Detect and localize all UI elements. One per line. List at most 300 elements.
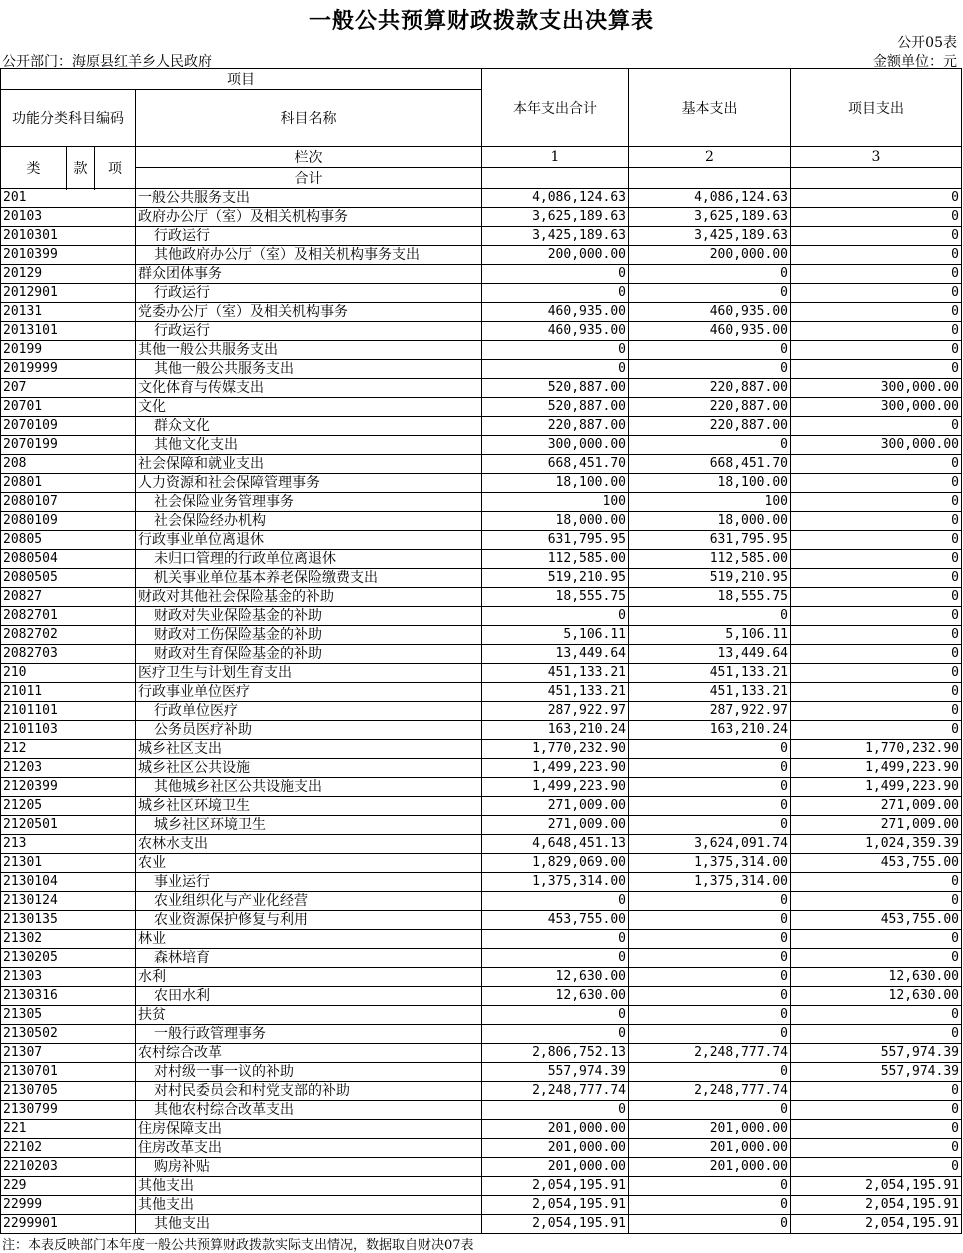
row-name: 城乡社区环境卫生 <box>136 797 482 816</box>
row-project: 0 <box>791 1101 962 1120</box>
row-project: 0 <box>791 645 962 664</box>
table-row <box>1 930 962 949</box>
row-name: 住房保障支出 <box>136 1120 482 1139</box>
row-project: 0 <box>791 588 962 607</box>
row-total: 2,806,752.13 <box>482 1044 629 1063</box>
row-name: 农林水支出 <box>136 835 482 854</box>
row-name: 农田水利 <box>136 987 482 1006</box>
row-name: 文化 <box>136 398 482 417</box>
row-code: 21305 <box>1 1006 136 1025</box>
row-code: 20801 <box>1 474 136 493</box>
table-row <box>1 208 962 227</box>
row-project: 0 <box>791 664 962 683</box>
row-project: 12,630.00 <box>791 987 962 1006</box>
row-basic: 201,000.00 <box>629 1120 791 1139</box>
header-col1: 1 <box>482 147 629 168</box>
row-project: 0 <box>791 721 962 740</box>
header-code: 功能分类科目编码 <box>1 90 136 147</box>
row-project: 0 <box>791 474 962 493</box>
row-name: 城乡社区支出 <box>136 740 482 759</box>
table-row <box>1 664 962 683</box>
row-code: 2101103 <box>1 721 136 740</box>
header-basic: 基本支出 <box>629 69 791 147</box>
row-name: 一般行政管理事务 <box>136 1025 482 1044</box>
row-project: 0 <box>791 892 962 911</box>
row-total: 0 <box>482 284 629 303</box>
row-code: 2130205 <box>1 949 136 968</box>
row-basic: 3,625,189.63 <box>629 208 791 227</box>
row-basic: 3,425,189.63 <box>629 227 791 246</box>
table-row <box>1 683 962 702</box>
row-project: 0 <box>791 208 962 227</box>
row-project: 0 <box>791 626 962 645</box>
row-code: 2082701 <box>1 607 136 626</box>
row-project: 557,974.39 <box>791 1044 962 1063</box>
row-total: 0 <box>482 1101 629 1120</box>
row-name: 党委办公厅（室）及相关机构事务 <box>136 303 482 322</box>
table-body <box>1 189 962 1234</box>
row-total: 1,499,223.90 <box>482 778 629 797</box>
row-basic: 451,133.21 <box>629 664 791 683</box>
row-basic: 631,795.95 <box>629 531 791 550</box>
row-total: 520,887.00 <box>482 398 629 417</box>
header-kuan: 款 <box>67 147 95 189</box>
row-name: 行政运行 <box>136 284 482 303</box>
header-total: 本年支出合计 <box>482 69 629 147</box>
row-code: 207 <box>1 379 136 398</box>
row-code: 2130124 <box>1 892 136 911</box>
row-project: 0 <box>791 417 962 436</box>
row-basic: 4,086,124.63 <box>629 189 791 208</box>
row-code: 2130502 <box>1 1025 136 1044</box>
table-row <box>1 987 962 1006</box>
row-total: 557,974.39 <box>482 1063 629 1082</box>
row-basic: 0 <box>629 436 791 455</box>
row-basic: 0 <box>629 968 791 987</box>
row-basic: 100 <box>629 493 791 512</box>
heji-basic <box>629 168 791 189</box>
table-row <box>1 1196 962 1215</box>
row-total: 1,770,232.90 <box>482 740 629 759</box>
row-name: 其他支出 <box>136 1215 482 1234</box>
row-project: 2,054,195.91 <box>791 1177 962 1196</box>
row-basic: 451,133.21 <box>629 683 791 702</box>
row-name: 人力资源和社会保障管理事务 <box>136 474 482 493</box>
row-total: 287,922.97 <box>482 702 629 721</box>
table-row <box>1 379 962 398</box>
heji-project <box>791 168 962 189</box>
row-project: 0 <box>791 1139 962 1158</box>
row-total: 2,248,777.74 <box>482 1082 629 1101</box>
table-row <box>1 816 962 835</box>
row-name: 其他支出 <box>136 1177 482 1196</box>
row-project: 0 <box>791 246 962 265</box>
table-row <box>1 949 962 968</box>
row-total: 201,000.00 <box>482 1120 629 1139</box>
row-project: 0 <box>791 360 962 379</box>
row-basic: 0 <box>629 892 791 911</box>
row-code: 2080109 <box>1 512 136 531</box>
row-basic: 18,100.00 <box>629 474 791 493</box>
row-total: 5,106.11 <box>482 626 629 645</box>
row-basic: 18,000.00 <box>629 512 791 531</box>
row-code: 2012901 <box>1 284 136 303</box>
table-row <box>1 493 962 512</box>
row-name: 住房改革支出 <box>136 1139 482 1158</box>
row-total: 1,499,223.90 <box>482 759 629 778</box>
row-total: 3,625,189.63 <box>482 208 629 227</box>
row-basic: 668,451.70 <box>629 455 791 474</box>
row-code: 21011 <box>1 683 136 702</box>
row-project: 0 <box>791 493 962 512</box>
row-basic: 0 <box>629 1196 791 1215</box>
table-row <box>1 911 962 930</box>
table-row <box>1 512 962 531</box>
table-row <box>1 569 962 588</box>
row-name: 行政单位医疗 <box>136 702 482 721</box>
row-project: 0 <box>791 1025 962 1044</box>
row-basic: 0 <box>629 778 791 797</box>
row-basic: 287,922.97 <box>629 702 791 721</box>
row-total: 453,755.00 <box>482 911 629 930</box>
row-code: 221 <box>1 1120 136 1139</box>
row-name: 公务员医疗补助 <box>136 721 482 740</box>
row-code: 212 <box>1 740 136 759</box>
row-name: 购房补贴 <box>136 1158 482 1177</box>
row-name: 群众文化 <box>136 417 482 436</box>
row-project: 0 <box>791 265 962 284</box>
row-basic: 18,555.75 <box>629 588 791 607</box>
row-basic: 0 <box>629 265 791 284</box>
row-code: 2070109 <box>1 417 136 436</box>
table-row <box>1 322 962 341</box>
row-code: 21301 <box>1 854 136 873</box>
table-row <box>1 740 962 759</box>
table-header <box>1 69 962 189</box>
row-total: 300,000.00 <box>482 436 629 455</box>
page-title: 一般公共预算财政拨款支出决算表 <box>308 8 654 34</box>
table-row <box>1 721 962 740</box>
row-project: 0 <box>791 550 962 569</box>
row-total: 18,100.00 <box>482 474 629 493</box>
row-code: 229 <box>1 1177 136 1196</box>
row-name: 行政运行 <box>136 322 482 341</box>
table-row <box>1 645 962 664</box>
row-name: 未归口管理的行政单位离退休 <box>136 550 482 569</box>
row-code: 20805 <box>1 531 136 550</box>
row-name: 其他文化支出 <box>136 436 482 455</box>
row-code: 2070199 <box>1 436 136 455</box>
table-row <box>1 436 962 455</box>
row-basic: 0 <box>629 816 791 835</box>
row-total: 18,555.75 <box>482 588 629 607</box>
row-name: 行政事业单位医疗 <box>136 683 482 702</box>
row-total: 163,210.24 <box>482 721 629 740</box>
row-code: 2080107 <box>1 493 136 512</box>
table-row <box>1 1177 962 1196</box>
row-code: 2120399 <box>1 778 136 797</box>
row-code: 21205 <box>1 797 136 816</box>
row-basic: 0 <box>629 949 791 968</box>
row-code: 2010399 <box>1 246 136 265</box>
table-row <box>1 531 962 550</box>
row-total: 668,451.70 <box>482 455 629 474</box>
row-total: 460,935.00 <box>482 322 629 341</box>
row-name: 其他农村综合改革支出 <box>136 1101 482 1120</box>
row-project: 300,000.00 <box>791 436 962 455</box>
row-basic: 2,248,777.74 <box>629 1082 791 1101</box>
row-code: 2019999 <box>1 360 136 379</box>
row-basic: 112,585.00 <box>629 550 791 569</box>
row-total: 631,795.95 <box>482 531 629 550</box>
table-row <box>1 550 962 569</box>
row-code: 2130799 <box>1 1101 136 1120</box>
row-total: 2,054,195.91 <box>482 1196 629 1215</box>
row-name: 财政对其他社会保险基金的补助 <box>136 588 482 607</box>
row-code: 210 <box>1 664 136 683</box>
row-code: 2080505 <box>1 569 136 588</box>
row-name: 机关事业单位基本养老保险缴费支出 <box>136 569 482 588</box>
row-name: 行政事业单位离退休 <box>136 531 482 550</box>
row-code: 2082702 <box>1 626 136 645</box>
row-basic: 220,887.00 <box>629 379 791 398</box>
row-total: 100 <box>482 493 629 512</box>
row-project: 0 <box>791 455 962 474</box>
table-row <box>1 797 962 816</box>
table-row <box>1 854 962 873</box>
header-project: 项目支出 <box>791 69 962 147</box>
row-project: 1,499,223.90 <box>791 759 962 778</box>
row-basic: 201,000.00 <box>629 1158 791 1177</box>
row-code: 20199 <box>1 341 136 360</box>
row-name: 城乡社区环境卫生 <box>136 816 482 835</box>
row-project: 0 <box>791 930 962 949</box>
row-code: 201 <box>1 189 136 208</box>
form-number: 公开05表 <box>897 35 957 51</box>
row-name: 其他一般公共服务支出 <box>136 360 482 379</box>
row-name: 社会保险业务管理事务 <box>136 493 482 512</box>
row-total: 271,009.00 <box>482 816 629 835</box>
row-total: 13,449.64 <box>482 645 629 664</box>
row-name: 水利 <box>136 968 482 987</box>
row-total: 520,887.00 <box>482 379 629 398</box>
row-project: 1,024,359.39 <box>791 835 962 854</box>
row-code: 2010301 <box>1 227 136 246</box>
row-name: 农村综合改革 <box>136 1044 482 1063</box>
row-project: 12,630.00 <box>791 968 962 987</box>
row-name: 其他支出 <box>136 1196 482 1215</box>
row-name: 文化体育与传媒支出 <box>136 379 482 398</box>
header-lanci: 栏次 <box>136 147 482 168</box>
table-row <box>1 1215 962 1234</box>
row-code: 20827 <box>1 588 136 607</box>
row-name: 行政运行 <box>136 227 482 246</box>
row-basic: 201,000.00 <box>629 1139 791 1158</box>
row-basic: 2,248,777.74 <box>629 1044 791 1063</box>
row-code: 2130705 <box>1 1082 136 1101</box>
row-basic: 200,000.00 <box>629 246 791 265</box>
row-basic: 519,210.95 <box>629 569 791 588</box>
row-code: 20131 <box>1 303 136 322</box>
row-project: 0 <box>791 189 962 208</box>
row-code: 2101101 <box>1 702 136 721</box>
row-code: 213 <box>1 835 136 854</box>
row-basic: 1,375,314.00 <box>629 873 791 892</box>
row-total: 0 <box>482 341 629 360</box>
row-name: 林业 <box>136 930 482 949</box>
row-project: 1,770,232.90 <box>791 740 962 759</box>
row-name: 其他城乡社区公共设施支出 <box>136 778 482 797</box>
row-name: 对村民委员会和村党支部的补助 <box>136 1082 482 1101</box>
row-project: 0 <box>791 512 962 531</box>
row-name: 政府办公厅（室）及相关机构事务 <box>136 208 482 227</box>
row-basic: 0 <box>629 1063 791 1082</box>
row-basic: 0 <box>629 740 791 759</box>
row-code: 21302 <box>1 930 136 949</box>
heji-total <box>482 168 629 189</box>
row-basic: 1,375,314.00 <box>629 854 791 873</box>
row-total: 2,054,195.91 <box>482 1177 629 1196</box>
row-basic: 220,887.00 <box>629 398 791 417</box>
row-project: 2,054,195.91 <box>791 1215 962 1234</box>
row-code: 2210203 <box>1 1158 136 1177</box>
row-code: 2130316 <box>1 987 136 1006</box>
row-project: 0 <box>791 341 962 360</box>
row-name: 社会保险经办机构 <box>136 512 482 531</box>
header-item: 项目 <box>1 69 482 90</box>
table-row <box>1 1120 962 1139</box>
row-name: 群众团体事务 <box>136 265 482 284</box>
row-total: 18,000.00 <box>482 512 629 531</box>
row-project: 0 <box>791 284 962 303</box>
table-row <box>1 398 962 417</box>
row-basic: 163,210.24 <box>629 721 791 740</box>
row-total: 201,000.00 <box>482 1158 629 1177</box>
row-project: 0 <box>791 303 962 322</box>
row-basic: 460,935.00 <box>629 303 791 322</box>
row-total: 201,000.00 <box>482 1139 629 1158</box>
row-project: 0 <box>791 1082 962 1101</box>
row-total: 0 <box>482 892 629 911</box>
row-project: 2,054,195.91 <box>791 1196 962 1215</box>
table-row <box>1 474 962 493</box>
row-total: 451,133.21 <box>482 664 629 683</box>
row-name: 城乡社区公共设施 <box>136 759 482 778</box>
table-row <box>1 702 962 721</box>
row-basic: 0 <box>629 1101 791 1120</box>
row-total: 1,829,069.00 <box>482 854 629 873</box>
row-total: 12,630.00 <box>482 968 629 987</box>
row-total: 0 <box>482 265 629 284</box>
row-total: 200,000.00 <box>482 246 629 265</box>
row-project: 300,000.00 <box>791 379 962 398</box>
row-project: 0 <box>791 607 962 626</box>
row-code: 2082703 <box>1 645 136 664</box>
row-name: 其他政府办公厅（室）及相关机构事务支出 <box>136 246 482 265</box>
row-total: 0 <box>482 360 629 379</box>
row-basic: 0 <box>629 1215 791 1234</box>
table-row <box>1 417 962 436</box>
row-name: 扶贫 <box>136 1006 482 1025</box>
row-code: 208 <box>1 455 136 474</box>
row-project: 271,009.00 <box>791 816 962 835</box>
row-project: 0 <box>791 1158 962 1177</box>
row-project: 300,000.00 <box>791 398 962 417</box>
row-basic: 0 <box>629 1006 791 1025</box>
row-project: 453,755.00 <box>791 911 962 930</box>
row-code: 2080504 <box>1 550 136 569</box>
row-total: 12,630.00 <box>482 987 629 1006</box>
header-lei: 类 <box>1 147 67 189</box>
table-row <box>1 227 962 246</box>
table-row <box>1 265 962 284</box>
row-basic: 0 <box>629 360 791 379</box>
table-row <box>1 1139 962 1158</box>
row-code: 20129 <box>1 265 136 284</box>
row-basic: 3,624,091.74 <box>629 835 791 854</box>
row-project: 0 <box>791 873 962 892</box>
row-total: 271,009.00 <box>482 797 629 816</box>
row-code: 2120501 <box>1 816 136 835</box>
row-code: 21303 <box>1 968 136 987</box>
table-row <box>1 873 962 892</box>
row-basic: 0 <box>629 284 791 303</box>
table-row <box>1 1063 962 1082</box>
row-total: 460,935.00 <box>482 303 629 322</box>
table-row <box>1 1006 962 1025</box>
row-basic: 0 <box>629 987 791 1006</box>
row-name: 其他一般公共服务支出 <box>136 341 482 360</box>
row-code: 22999 <box>1 1196 136 1215</box>
row-code: 2013101 <box>1 322 136 341</box>
table-row <box>1 626 962 645</box>
row-total: 112,585.00 <box>482 550 629 569</box>
row-project: 0 <box>791 1006 962 1025</box>
unit-label: 金额单位：元 <box>873 54 957 70</box>
row-basic: 13,449.64 <box>629 645 791 664</box>
row-name: 财政对失业保险基金的补助 <box>136 607 482 626</box>
table-row <box>1 284 962 303</box>
row-name: 对村级一事一议的补助 <box>136 1063 482 1082</box>
row-project: 0 <box>791 322 962 341</box>
row-project: 453,755.00 <box>791 854 962 873</box>
row-name: 医疗卫生与计划生育支出 <box>136 664 482 683</box>
row-basic: 0 <box>629 1177 791 1196</box>
table-row <box>1 455 962 474</box>
table-row <box>1 968 962 987</box>
row-basic: 0 <box>629 797 791 816</box>
row-basic: 0 <box>629 341 791 360</box>
budget-table <box>0 68 962 1234</box>
row-name: 财政对生育保险基金的补助 <box>136 645 482 664</box>
table-row <box>1 1158 962 1177</box>
row-basic: 0 <box>629 911 791 930</box>
row-total: 4,086,124.63 <box>482 189 629 208</box>
header-col2: 2 <box>629 147 791 168</box>
table-row <box>1 607 962 626</box>
row-project: 1,499,223.90 <box>791 778 962 797</box>
row-name: 财政对工伤保险基金的补助 <box>136 626 482 645</box>
department-label: 公开部门：海原县红羊乡人民政府 <box>2 54 212 70</box>
row-project: 0 <box>791 949 962 968</box>
row-project: 271,009.00 <box>791 797 962 816</box>
row-code: 21203 <box>1 759 136 778</box>
row-total: 1,375,314.00 <box>482 873 629 892</box>
row-project: 557,974.39 <box>791 1063 962 1082</box>
table-row <box>1 778 962 797</box>
row-name: 一般公共服务支出 <box>136 189 482 208</box>
row-basic: 0 <box>629 607 791 626</box>
